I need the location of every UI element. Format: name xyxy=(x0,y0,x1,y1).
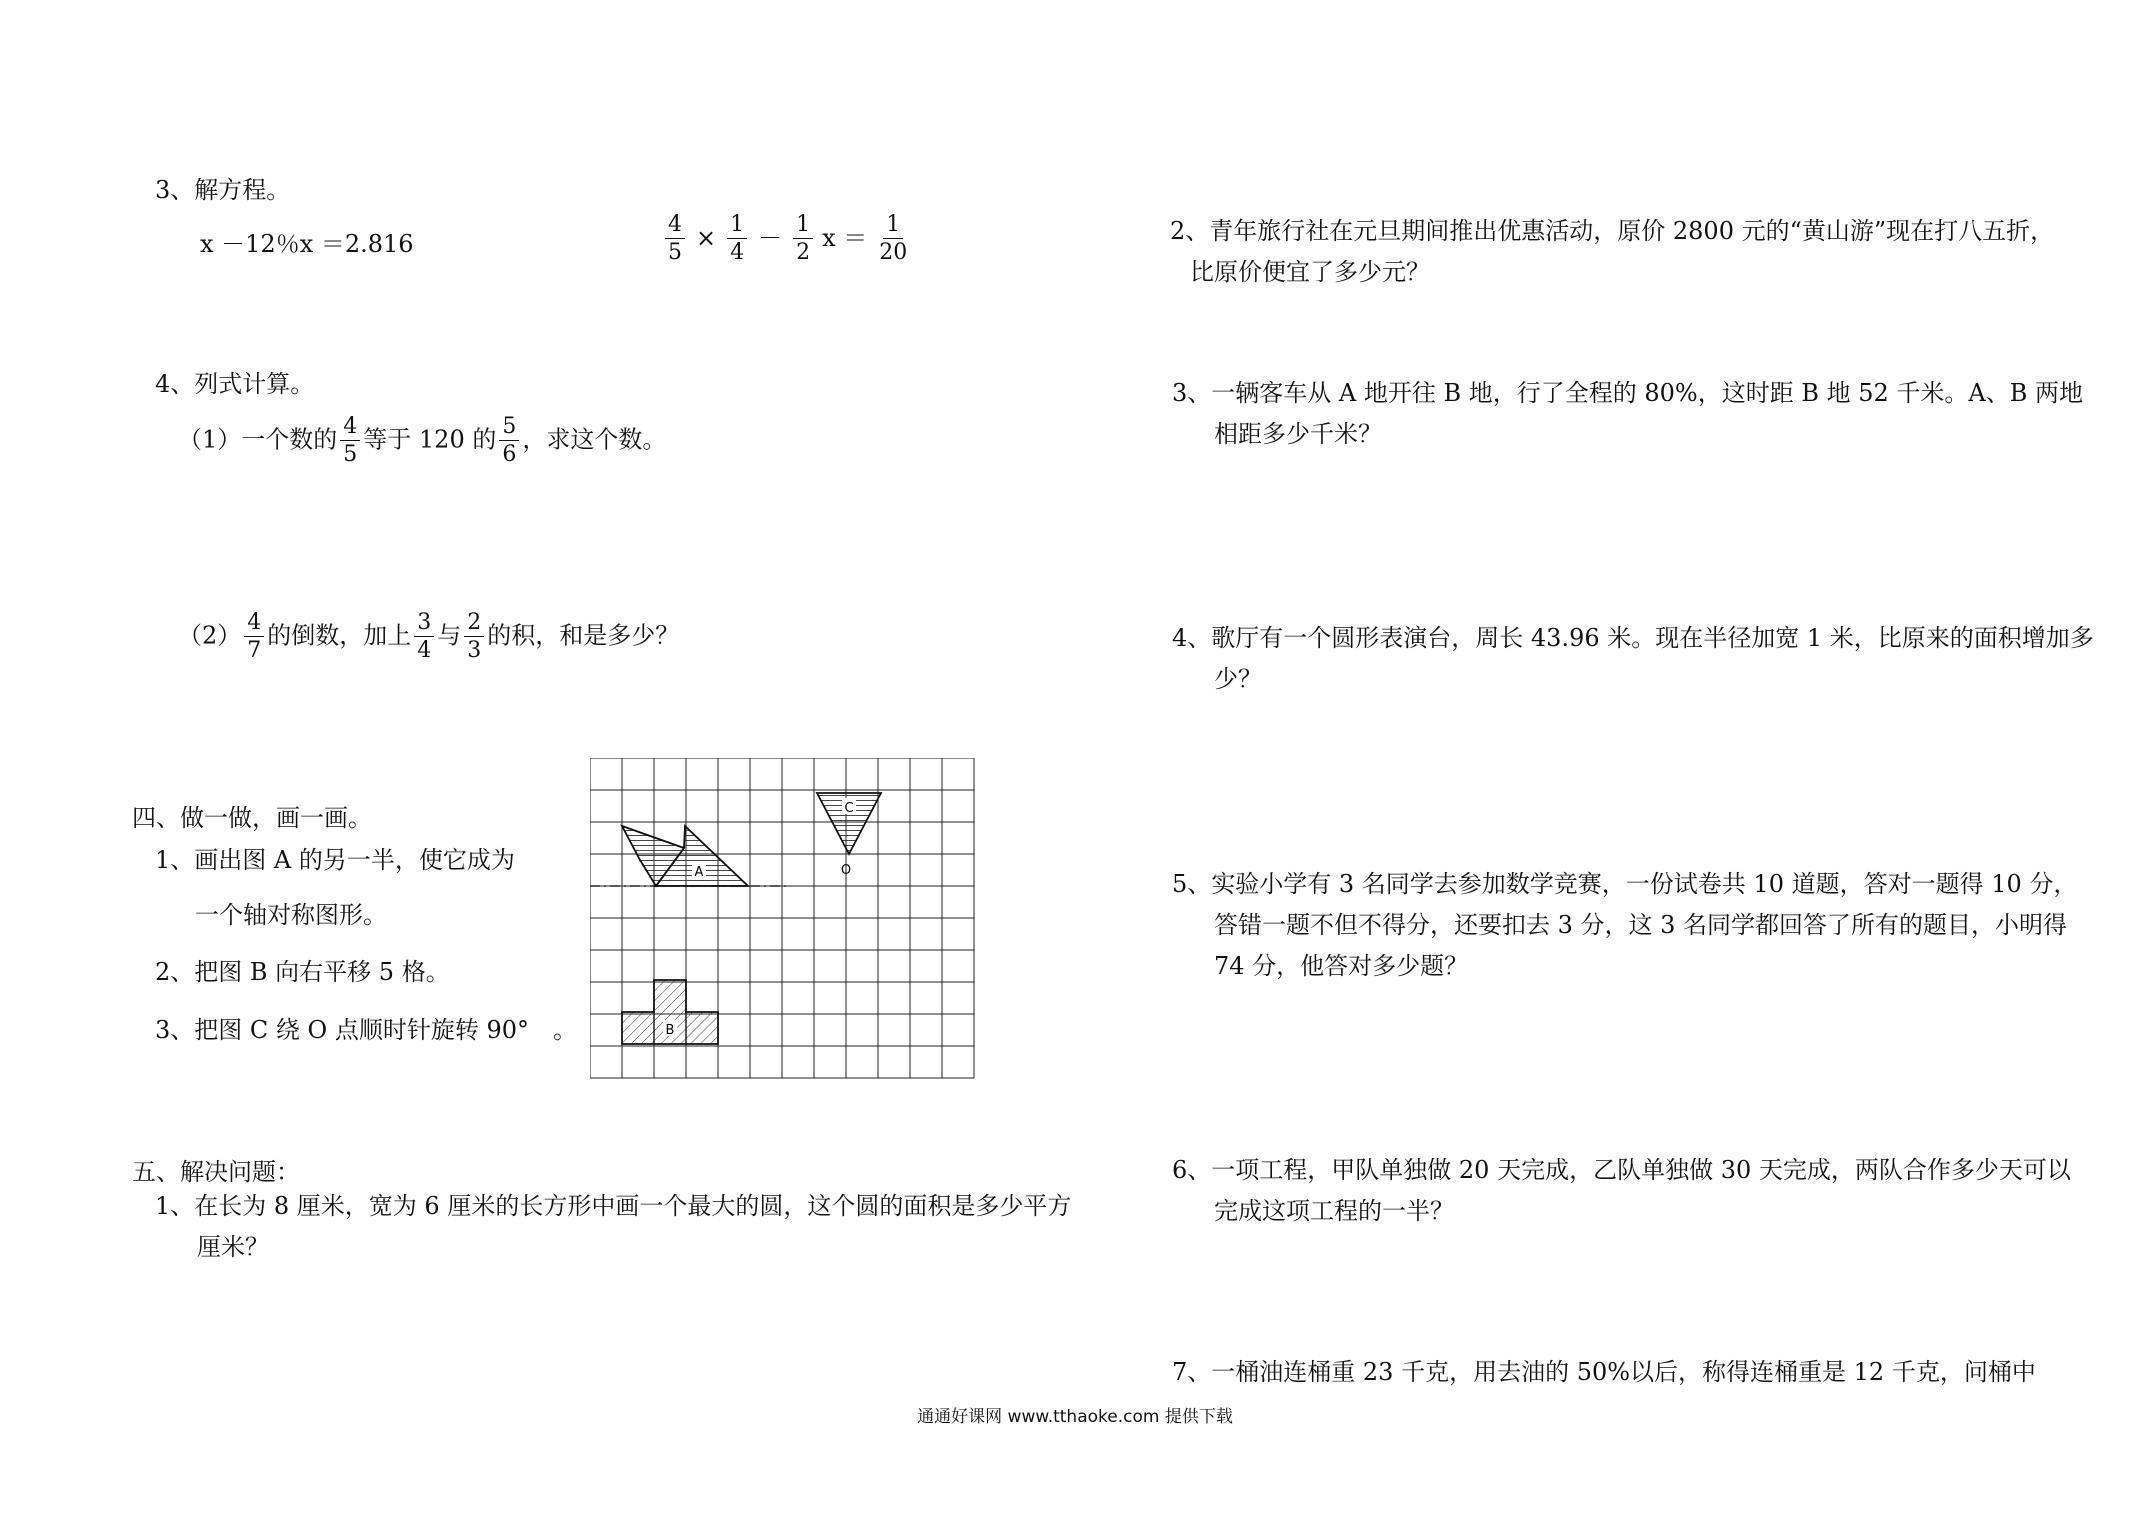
fraction: $\frac{4}{5}$ xyxy=(665,214,685,264)
section-five-title: 五、解决问题： xyxy=(132,1158,300,1186)
fraction: $\frac{2}{3}$ xyxy=(464,612,484,662)
fraction: $\frac{5}{6}$ xyxy=(499,416,519,466)
point-o-label: O xyxy=(840,863,852,878)
question-4-1: （1）一个数的 $\frac{4}{5}$ 等于 120 的 $\frac{5}{6}$ ，求这个数。 xyxy=(178,414,667,467)
section-four-title: 四、做一做，画一画。 xyxy=(132,804,372,832)
problem-2: 2、青年旅行社在元旦期间推出优惠活动，原价 2800 元的“黄山游”现在打八五折，比原价便宜了多少元？ xyxy=(1170,217,2055,286)
fraction: $\frac{1}{2}$ xyxy=(793,214,813,264)
section-3-title: 3、解方程。 xyxy=(155,176,291,204)
shape-a-label: A xyxy=(694,865,704,880)
fraction: $\frac{3}{4}$ xyxy=(414,612,434,662)
problem-4: 4、歌厅有一个圆形表演台，周长 43.96 米。现在半径加宽 1 米，比原来的面积增加多少？ xyxy=(1172,624,2094,693)
problem-1: 1、在长为 8 厘米，宽为 6 厘米的长方形中画一个最大的圆，这个圆的面积是多少平方厘米？ xyxy=(155,1192,1072,1261)
problem-7: 7、一桶油连桶重 23 千克，用去油的 50%以后，称得连桶重是 12 千克，问桶中 xyxy=(1172,1358,2036,1386)
problem-5: 5、实验小学有 3 名同学去参加数学竞赛，一份试卷共 10 道题，答对一题得 10 分，答错一题不但不得分，还要扣去 3 分，这 3 名同学都回答了所有的题目，小明得 74 分，他答对多少题？ xyxy=(1172,870,2078,980)
grid-figure xyxy=(590,758,980,1083)
fraction: $\frac{4}{5}$ xyxy=(340,416,360,466)
equation-2: $\frac{4}{5}$ × $\frac{1}{4}$ － $\frac{1}{2}$ x ＝ $\frac{1}{20}$ xyxy=(662,214,913,264)
footer: 通通好课网 www.tthaoke.com 提供下载 xyxy=(917,1407,1233,1427)
shape-c-label: C xyxy=(844,801,854,816)
shape-a xyxy=(622,826,748,886)
fraction: $\frac{1}{20}$ xyxy=(879,212,908,265)
shape-b-label: B xyxy=(665,1023,675,1038)
draw-instruction-3: 3、把图 C 绕 O 点顺时针旋转 90° 。 xyxy=(155,1016,577,1044)
problem-3: 3、一辆客车从 A 地开往 B 地，行了全程的 80%，这时距 B 地 52 千米。A、B 两地相距多少千米？ xyxy=(1172,379,2084,448)
draw-instruction-2: 2、把图 B 向右平移 5 格。 xyxy=(155,958,450,986)
draw-instruction-1: 1、画出图 A 的另一半，使它成为 xyxy=(155,846,515,874)
shape-c xyxy=(817,793,881,878)
question-4-2: （2） $\frac{4}{7}$ 的倒数，加上 $\frac{3}{4}$ 与 $\frac{2}{3}$ 的积，和是多少？ xyxy=(178,610,680,663)
shape-b xyxy=(622,980,718,1044)
section-4-title: 4、列式计算。 xyxy=(155,370,315,398)
draw-instruction-1-cont: 一个轴对称图形。 xyxy=(195,901,387,929)
equation-1: x －12％x ＝2.816 xyxy=(200,230,414,258)
fraction: $\frac{1}{4}$ xyxy=(727,214,747,264)
fraction: $\frac{4}{7}$ xyxy=(244,612,264,662)
problem-6: 6、一项工程，甲队单独做 20 天完成，乙队单独做 30 天完成，两队合作多少天可以完成这项工程的一半？ xyxy=(1172,1156,2071,1225)
